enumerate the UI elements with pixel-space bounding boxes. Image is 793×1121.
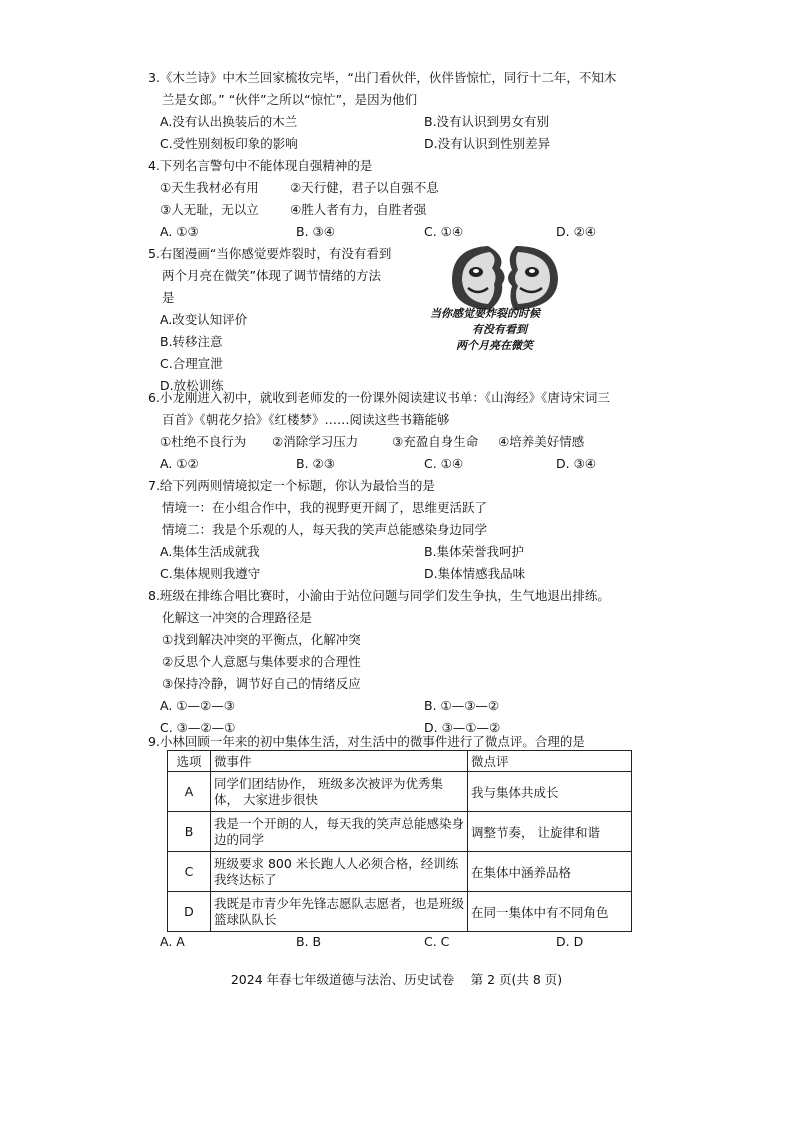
q3-stem-line1: 3.《木兰诗》中木兰回家梳妆完毕，“出门看伙伴，伙伴皆惊忙，同行十二年，不知木: [148, 70, 617, 85]
q6-option-d: D. ③④: [556, 456, 596, 471]
cartoon-caption-line2: 有没有看到: [472, 323, 527, 336]
q3-stem-line2: 兰是女郎。” “伙伴”之所以“惊忙”，是因为他们: [162, 92, 418, 107]
q4-option-a: A. ①③: [160, 224, 199, 239]
q8-item-2: ②反思个人意愿与集体要求的合理性: [162, 654, 361, 669]
q4-option-d: D. ②④: [556, 224, 596, 239]
cartoon-caption-line3: 两个月亮在微笑: [456, 339, 533, 352]
q6-option-b: B. ②③: [296, 456, 335, 471]
q4-item-1: ①天生我材必有用: [160, 180, 259, 195]
q9-option-c: C. C: [424, 934, 450, 949]
table-row: [168, 812, 632, 852]
q5-option-a: A.改变认知评价: [160, 312, 248, 327]
page-footer: 2024 年春七年级道德与法治、历史试卷 第 2 页(共 8 页): [230, 972, 563, 987]
q6-item-2: ②消除学习压力: [272, 434, 359, 449]
q4-item-2: ②天行健，君子以自强不息: [290, 180, 439, 195]
q7-stem: 7.给下列两则情境拟定一个标题，你认为最恰当的是: [148, 478, 435, 493]
q5-stem-line3: 是: [162, 290, 175, 305]
row-option: D: [168, 892, 211, 932]
q6-option-a: A. ①②: [160, 456, 199, 471]
q8-option-b: B. ①—③—②: [424, 698, 500, 713]
row-event: 我是一个开朗的人，每天我的笑声总能感染身边的同学: [211, 812, 468, 852]
q6-stem-line2: 百首》《朝花夕拾》《红楼梦》……阅读这些书籍能够: [162, 412, 450, 427]
q7-option-b: B.集体荣誉我呵护: [424, 544, 525, 559]
q8-option-a: A. ①—②—③: [160, 698, 235, 713]
q3-option-b: B.没有认识到男女有别: [424, 114, 550, 129]
header-option: 选项: [168, 751, 211, 772]
q4-option-c: C. ①④: [424, 224, 464, 239]
q8-option-c: C. ③—②—①: [160, 720, 236, 735]
q8-item-1: ①找到解决冲突的平衡点，化解冲突: [162, 632, 361, 647]
q6-stem-line1: 6.小龙刚进入初中，就收到老师发的一份课外阅读建议书单：《山海经》《唐诗宋词三: [148, 390, 610, 405]
row-option: A: [168, 772, 211, 812]
q6-item-3: ③充盈自身生命: [392, 434, 479, 449]
q5-stem-line2: 两个月亮在微笑”体现了调节情绪的方法: [162, 268, 381, 283]
row-option: B: [168, 812, 211, 852]
q6-item-4: ④培养美好情感: [498, 434, 585, 449]
q7-scenario-1: 情境一：在小组合作中，我的视野更开阔了，思维更活跃了: [162, 500, 488, 515]
q9-option-b: B. B: [296, 934, 322, 949]
row-event: 同学们团结协作， 班级多次被评为优秀集体， 大家进步很快: [211, 772, 468, 812]
row-event: 我既是市青少年先锋志愿队志愿者，也是班级篮球队队长: [211, 892, 468, 932]
q5-option-c: C.合理宣泄: [160, 356, 223, 371]
q4-item-4: ④胜人者有力，自胜者强: [290, 202, 427, 217]
q5-stem-line1: 5.右图漫画“当你感觉要炸裂时，有没有看到: [148, 246, 392, 261]
row-comment: 在同一集体中有不同角色: [468, 892, 632, 932]
q7-scenario-2: 情境二：我是个乐观的人，每天我的笑声总能感染身边同学: [162, 522, 488, 537]
cartoon-caption-line1: 当你感觉要炸裂的时候: [430, 307, 540, 320]
row-option: C: [168, 852, 211, 892]
q7-option-c: C.集体规则我遵守: [160, 566, 261, 581]
row-comment: 在集体中涵养品格: [468, 852, 632, 892]
header-event: 微事件: [211, 751, 468, 772]
q7-option-a: A.集体生活成就我: [160, 544, 260, 559]
q3-option-c: C.受性别刻板印象的影响: [160, 136, 298, 151]
q3-option-d: D.没有认识到性别差异: [424, 136, 551, 151]
table-row: [168, 892, 632, 932]
q7-option-d: D.集体情感我品味: [424, 566, 526, 581]
q5-option-d: D.放松训练: [160, 378, 224, 393]
q4-option-b: B. ③④: [296, 224, 335, 239]
q9-option-d: D. D: [556, 934, 584, 949]
q9-stem: 9.小林回顾一年来的初中集体生活，对生活中的微事件进行了微点评。合理的是: [148, 734, 585, 749]
table-row: [168, 852, 632, 892]
table-row: [168, 772, 632, 812]
two-moons-cartoon: [428, 238, 638, 356]
row-comment: 调整节奏， 让旋律和谐: [468, 812, 632, 852]
q8-option-d: D. ③—①—②: [424, 720, 501, 735]
q8-stem-line2: 化解这一冲突的合理路径是: [162, 610, 313, 625]
q8-item-3: ③保持冷静，调节好自己的情绪反应: [162, 676, 361, 691]
row-comment: 我与集体共成长: [468, 772, 632, 812]
q5-option-b: B.转移注意: [160, 334, 223, 349]
q4-stem: 4.下列名言警句中不能体现自强精神的是: [148, 158, 373, 173]
q9-option-a: A. A: [160, 934, 185, 949]
table-header-row: [168, 751, 632, 772]
q6-option-c: C. ①④: [424, 456, 464, 471]
q3-option-a: A.没有认出换装后的木兰: [160, 114, 298, 129]
q8-stem-line1: 8.班级在排练合唱比赛时，小渝由于站位问题与同学们发生争执，生气地退出排练。: [148, 588, 610, 603]
q4-item-3: ③人无耻，无以立: [160, 202, 259, 217]
q6-item-1: ①杜绝不良行为: [160, 434, 247, 449]
header-comment: 微点评: [468, 751, 632, 772]
row-event: 班级要求 800 米长跑人人必须合格，经训练我终达标了: [211, 852, 468, 892]
q9-table: [167, 750, 632, 932]
